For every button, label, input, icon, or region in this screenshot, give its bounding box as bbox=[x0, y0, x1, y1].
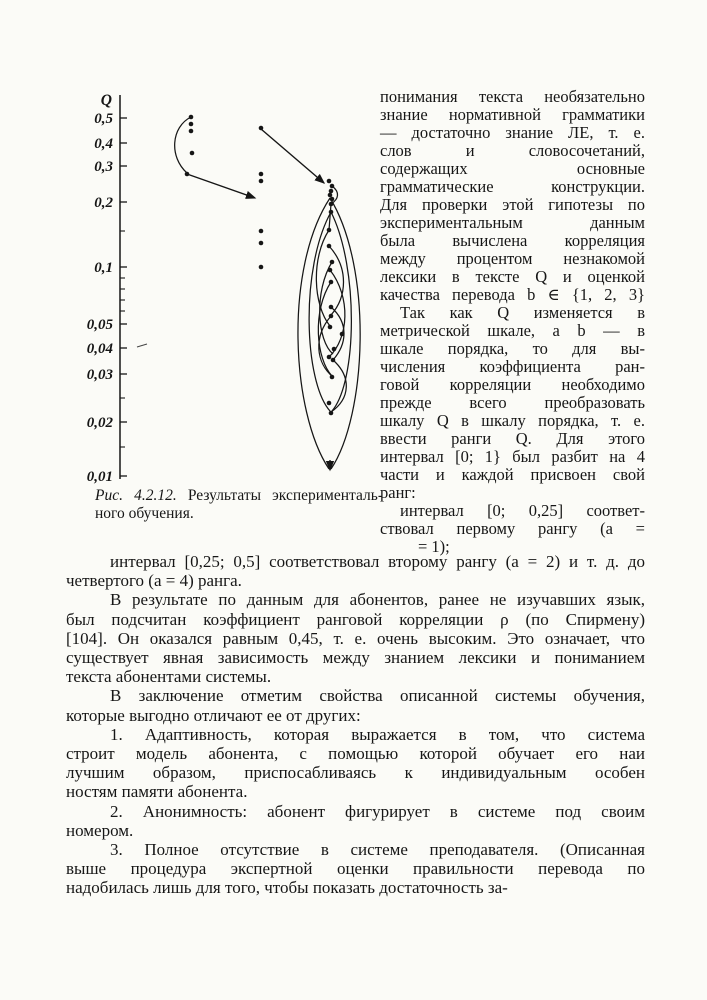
data-point bbox=[330, 184, 335, 189]
text-line: четвертого (а = 4) ранга. bbox=[66, 571, 242, 591]
data-point bbox=[329, 189, 334, 194]
figure-caption-line-2: ного обучения. bbox=[95, 505, 194, 522]
data-point bbox=[330, 260, 335, 265]
tick-label: 0,5 bbox=[94, 111, 113, 127]
paragraph bbox=[380, 304, 645, 502]
data-point bbox=[259, 229, 264, 234]
connection-curve bbox=[329, 204, 331, 230]
text-line: В заключение отметим свойства описанной системы обучения, bbox=[110, 686, 645, 706]
text-line: надобилась лишь для того, чтобы показать достаточность за- bbox=[66, 878, 508, 898]
text-line: выше процедура экспертной оценки правильности перевода по bbox=[66, 859, 645, 879]
text-line: знание нормативной грамматики bbox=[380, 105, 645, 124]
text-line: прежде всего преобразовать bbox=[380, 393, 645, 412]
figure-caption-number: Рис. 4.2.12. bbox=[95, 487, 177, 504]
axis-title-q: Q bbox=[100, 92, 112, 109]
text-line: лексики в тексте Q и оценкой bbox=[380, 267, 645, 286]
text-line: Так как Q изменяется в bbox=[400, 303, 645, 322]
text-line: ствовал первому рангу (а = bbox=[380, 519, 645, 538]
data-point bbox=[329, 280, 334, 285]
right-text-column bbox=[380, 88, 645, 556]
text-line: Для проверки этой гипотезы по bbox=[380, 195, 645, 214]
data-point bbox=[259, 241, 264, 246]
data-point bbox=[327, 179, 332, 184]
data-point bbox=[259, 179, 264, 184]
connection-curve bbox=[298, 198, 330, 469]
data-point bbox=[329, 202, 334, 207]
text-line: числения коэффициента ран- bbox=[380, 357, 645, 376]
data-point bbox=[328, 193, 333, 198]
text-line: ввести ранги Q. Для этого bbox=[380, 429, 645, 448]
text-line: [104]. Он оказался равным 0,45, т. е. очень высоким. Это означает, что bbox=[66, 628, 645, 648]
text-line: понимания текста необязательно bbox=[380, 87, 645, 106]
text-line: шкале порядка, то для вы- bbox=[380, 339, 645, 358]
paragraph bbox=[380, 502, 645, 556]
data-point bbox=[327, 355, 332, 360]
tick-label: 0,01 bbox=[86, 469, 113, 485]
data-point bbox=[330, 375, 335, 380]
main-text-block bbox=[66, 552, 645, 898]
tick-label: 0,03 bbox=[86, 367, 113, 383]
connection-curve bbox=[175, 117, 191, 173]
text-line: которые выгодно отличают ее от других: bbox=[66, 705, 361, 725]
paragraph bbox=[66, 686, 645, 724]
data-point bbox=[328, 268, 333, 273]
data-point bbox=[327, 228, 332, 233]
text-line: качества перевода b ∈ {1, 2, 3} bbox=[380, 285, 645, 304]
data-point bbox=[190, 151, 195, 156]
paragraph bbox=[66, 840, 645, 898]
text-line: интервал [0; 1} был разбит на 4 bbox=[380, 447, 645, 466]
text-line: содержащих основные bbox=[380, 159, 645, 178]
data-point bbox=[329, 411, 334, 416]
text-line: строит модель абонента, с помощью которой обучает его наи bbox=[66, 744, 645, 764]
text-line: метрической шкале, а b — в bbox=[380, 321, 645, 340]
text-line: В результате по данным для абонентов, ранее не изучавших язык, bbox=[110, 590, 645, 610]
text-line: шкалу Q в шкалу порядка, т. е. bbox=[380, 411, 645, 430]
connection-curve bbox=[330, 198, 360, 469]
text-line: грамматические конструкции. bbox=[380, 177, 645, 196]
text-line: экспериментальным данным bbox=[380, 213, 645, 232]
paragraph bbox=[380, 88, 645, 304]
data-point bbox=[327, 244, 332, 249]
text-line: слов и словосочетаний, bbox=[380, 141, 645, 160]
tick-label: 0,4 bbox=[94, 136, 113, 152]
tick-label: 0,1 bbox=[94, 260, 113, 276]
text-line: ранг: bbox=[380, 483, 416, 502]
figure-plot bbox=[70, 85, 395, 485]
text-line: номером. bbox=[66, 820, 134, 840]
data-point bbox=[329, 305, 334, 310]
data-point bbox=[330, 197, 335, 202]
text-line: — достаточно знание ЛЕ, т. е. bbox=[380, 123, 645, 142]
tick-label: 0,3 bbox=[94, 159, 113, 175]
tick-label: 0,02 bbox=[86, 415, 113, 431]
data-point bbox=[259, 126, 264, 131]
scan-mark bbox=[137, 344, 147, 347]
text-line: 2. Анонимность: абонент фигурирует в системе под своим bbox=[110, 801, 645, 821]
data-point bbox=[332, 347, 337, 352]
data-point bbox=[331, 358, 336, 363]
data-point bbox=[327, 401, 332, 406]
text-line: говой корреляции необходимо bbox=[380, 375, 645, 394]
data-point bbox=[189, 115, 194, 120]
text-line: 3. Полное отсутствие в системе преподавателя. (Описанная bbox=[110, 840, 645, 860]
paragraph bbox=[66, 590, 645, 686]
data-point bbox=[259, 172, 264, 177]
tick-label: 0,2 bbox=[94, 195, 113, 211]
text-line: существует явная зависимость между знанием лексики и пониманием bbox=[66, 648, 645, 668]
figure-caption bbox=[95, 487, 383, 523]
text-line: была вычислена корреляция bbox=[380, 231, 645, 250]
text-line: части и каждой присвоен свой bbox=[380, 465, 645, 484]
text-line: был подсчитан коэффициент ранговой корреляции ρ (по Спирмену) bbox=[66, 609, 645, 629]
figure-caption-line-1 bbox=[95, 487, 383, 505]
text-line: между процентом незнакомой bbox=[380, 249, 645, 268]
data-point bbox=[329, 314, 334, 319]
data-point bbox=[259, 265, 264, 270]
paragraph bbox=[66, 802, 645, 840]
text-line: лучшим образом, приспосабливаясь к индивидуальным особен bbox=[66, 763, 645, 783]
text-line: текста абонентами системы. bbox=[66, 667, 272, 687]
text-line: интервал [0; 0,25] соответ- bbox=[400, 501, 645, 520]
data-point bbox=[185, 172, 190, 177]
text-line: 1. Адаптивность, которая выражается в том, что система bbox=[110, 724, 645, 744]
arrow bbox=[187, 174, 255, 198]
text-line: ностям памяти абонента. bbox=[66, 782, 248, 802]
text-line: интервал [0,25; 0,5] соответствовал второму рангу (а = 2) и т. д. до bbox=[110, 552, 645, 571]
data-point bbox=[189, 122, 194, 127]
data-point bbox=[189, 129, 194, 134]
data-point bbox=[329, 210, 334, 215]
data-point bbox=[340, 332, 345, 337]
text-line: = 1); bbox=[418, 537, 450, 556]
paragraph bbox=[66, 725, 645, 802]
paragraph bbox=[66, 552, 645, 590]
data-point bbox=[328, 325, 333, 330]
tick-label: 0,05 bbox=[86, 317, 113, 333]
tick-label: 0,04 bbox=[86, 341, 113, 357]
figure-caption-text: Результаты эксперименталь- bbox=[176, 487, 383, 504]
arrow bbox=[261, 129, 324, 183]
